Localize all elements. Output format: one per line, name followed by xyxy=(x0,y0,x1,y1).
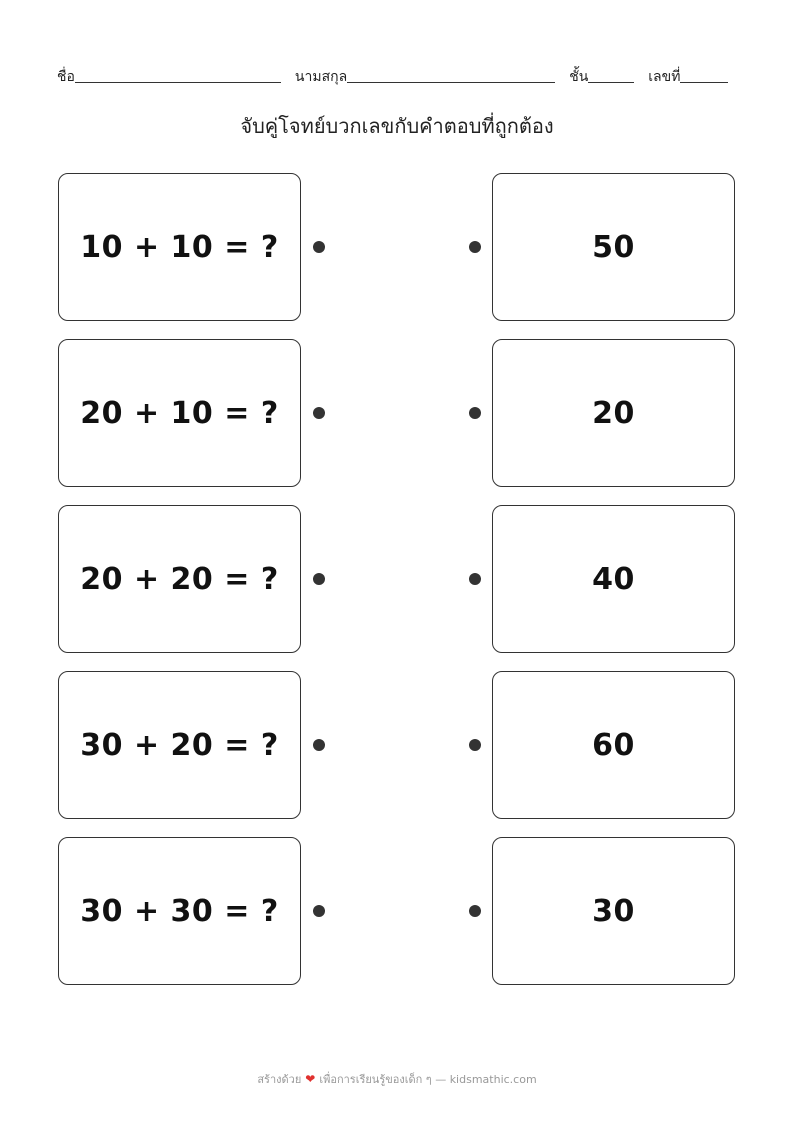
answer-connector-dot[interactable] xyxy=(469,905,481,917)
answer-connector-dot[interactable] xyxy=(469,407,481,419)
question-text: 30 + 30 = ? xyxy=(80,893,279,929)
instruction-title: จับคู่โจทย์บวกเลขกับคำตอบที่ถูกต้อง xyxy=(240,114,554,138)
question-card xyxy=(58,505,301,653)
footer-credit xyxy=(0,1070,794,1088)
name-label: ชื่อ xyxy=(57,69,75,85)
question-text: 30 + 20 = ? xyxy=(80,727,279,763)
question-connector-dot[interactable] xyxy=(313,739,325,751)
heart-icon: ❤ xyxy=(305,1072,316,1086)
number-label: เลขที่ xyxy=(648,69,681,85)
question-card xyxy=(58,339,301,487)
answer-connector-dot[interactable] xyxy=(469,573,481,585)
footer-tagline: เพื่อการเรียนรู้ของเด็ก ๆ — kidsmathic.com xyxy=(319,1073,537,1086)
answer-text: 50 xyxy=(592,229,635,265)
number-field[interactable] xyxy=(680,64,728,83)
question-card xyxy=(58,837,301,985)
question-text: 10 + 10 = ? xyxy=(80,229,279,265)
class-label: ชั้น xyxy=(569,69,589,85)
surname-field[interactable] xyxy=(347,64,555,83)
answer-card xyxy=(492,505,735,653)
answer-card xyxy=(492,339,735,487)
name-field[interactable] xyxy=(75,64,281,83)
answer-connector-dot[interactable] xyxy=(469,739,481,751)
student-info-row xyxy=(57,62,749,86)
question-connector-dot[interactable] xyxy=(313,573,325,585)
answer-card xyxy=(492,671,735,819)
question-connector-dot[interactable] xyxy=(313,905,325,917)
question-card xyxy=(58,173,301,321)
answer-text: 30 xyxy=(592,893,635,929)
question-connector-dot[interactable] xyxy=(313,241,325,253)
answer-connector-dot[interactable] xyxy=(469,241,481,253)
question-text: 20 + 20 = ? xyxy=(80,561,279,597)
class-field[interactable] xyxy=(588,64,634,83)
answer-card xyxy=(492,837,735,985)
question-text: 20 + 10 = ? xyxy=(80,395,279,431)
question-connector-dot[interactable] xyxy=(313,407,325,419)
footer-made-with: สร้างด้วย xyxy=(257,1073,302,1086)
answer-text: 60 xyxy=(592,727,635,763)
answer-card xyxy=(492,173,735,321)
surname-label: นามสกุล xyxy=(294,69,348,85)
answer-text: 40 xyxy=(592,561,635,597)
question-card xyxy=(58,671,301,819)
answer-text: 20 xyxy=(592,395,635,431)
